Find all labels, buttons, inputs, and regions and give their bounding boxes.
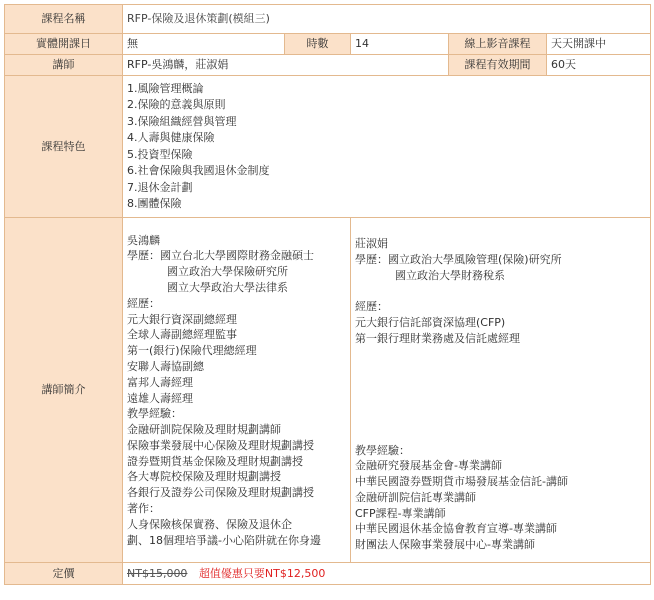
features-list — [123, 76, 651, 218]
row-features — [5, 76, 651, 218]
physical-date-label: 實體開課日 — [5, 34, 123, 55]
bio-teaching-item: 金融研究發展基金會-專業講師 — [355, 459, 502, 473]
feature-item: 7.退休金計劃 — [127, 180, 193, 194]
feature-item: 2.保險的意義與原則 — [127, 98, 226, 111]
features-label: 課程特色 — [5, 76, 123, 218]
course-name-label: 課程名稱 — [5, 5, 123, 34]
original-price: NT$15,000 — [127, 566, 188, 580]
physical-date-value: 無 — [123, 34, 285, 55]
feature-item: 3.保險組織經營與管理 — [127, 114, 237, 128]
bio-experience-item: 安聯人壽協副總 — [127, 359, 204, 373]
bio-teaching-heading: 教學經驗： — [127, 407, 182, 421]
instructor-label: 講師 — [5, 55, 123, 76]
bio-experience-heading: 經歷： — [127, 296, 160, 310]
bio-education: 國立大學政治大學法律系 — [167, 280, 288, 294]
validity-label: 課程有效期間 — [449, 55, 547, 76]
bio-teaching-item: 中華民國證券暨期貨市場發展基金信託-講師 — [355, 475, 568, 489]
bio-teaching-item: 金融研訓院保險及理財規劃講師 — [127, 423, 281, 437]
bio-teaching-item: 保險事業發展中心保險及理財規劃講授 — [127, 438, 314, 452]
row-course-name — [5, 5, 651, 34]
bio-education: 國立政治大學財務稅系 — [395, 268, 505, 282]
row-price — [5, 563, 651, 585]
price-label: 定價 — [5, 563, 123, 585]
bio-left — [123, 218, 351, 563]
instructor-value: RFP-吳鴻麟，莊淑娟 — [123, 55, 449, 76]
bio-experience-heading: 經歷： — [355, 300, 388, 314]
bio-experience-item: 元大銀行資深副總經理 — [127, 312, 237, 326]
bio-teaching-item: 證券暨期貨基金保險及理財規劃講授 — [127, 454, 303, 468]
bio-education: 學歷：國立台北大學國際財務金融碩士 — [127, 249, 314, 263]
hours-value: 14 — [351, 34, 449, 55]
validity-value: 60天 — [547, 55, 651, 76]
bio-works-item: 人身保險核保實務、保險及退休企 — [127, 517, 292, 531]
bio-works-item: 劃、18個理培爭議-小心陷阱就在你身邊 — [127, 533, 321, 547]
online-course-label: 線上影音課程 — [449, 34, 547, 55]
feature-item: 8.團體保險 — [127, 197, 182, 210]
bio-experience-item: 第一(銀行)保險代理總經理 — [127, 344, 257, 358]
bio-right — [351, 218, 651, 563]
feature-item: 5.投資型保險 — [127, 147, 193, 161]
bio-experience-item: 遠雄人壽經理 — [127, 391, 193, 405]
hours-label: 時數 — [285, 34, 351, 55]
bio-experience-item: 元大銀行信託部資深協理(CFP) — [355, 315, 506, 329]
row-instructor-bio — [5, 218, 651, 563]
feature-item: 6.社會保險與我國退休金制度 — [127, 164, 270, 177]
bio-education: 學歷：國立政治大學風險管理(保險)研究所 — [355, 252, 562, 266]
bio-teaching-item: 中華民國退休基金協會教育宣導-專業講師 — [355, 522, 557, 536]
bio-teaching-item: 各銀行及證券公司保險及理財規劃講授 — [127, 486, 314, 500]
bio-experience-item: 富邦人壽經理 — [127, 375, 193, 389]
bio-experience-item: 第一銀行理財業務處及信託處經理 — [355, 331, 520, 345]
row-schedule — [5, 34, 651, 55]
bio-teaching-item: CFP課程-專業講師 — [355, 506, 446, 520]
course-info-table — [4, 4, 651, 585]
price-value — [123, 563, 651, 585]
bio-experience-item: 全球人壽副總經理監事 — [127, 328, 237, 342]
feature-item: 1.風險管理概論 — [127, 81, 204, 95]
bio-teaching-item: 財團法人保險事業發展中心-專業講師 — [355, 538, 535, 552]
online-course-value: 天天開課中 — [547, 34, 651, 55]
bio-name: 莊淑娟 — [355, 236, 388, 250]
bio-teaching-heading: 教學經驗： — [355, 443, 410, 457]
bio-teaching-item: 金融研訓院信託專業講師 — [355, 490, 476, 504]
spacer — [355, 283, 646, 299]
bio-works-heading: 著作： — [127, 502, 160, 516]
bio-label: 講師簡介 — [5, 218, 123, 563]
row-instructor — [5, 55, 651, 76]
course-name-value: RFP-保險及退休策劃(模組三) — [123, 5, 651, 34]
bio-education: 國立政治大學保險研究所 — [167, 265, 288, 279]
feature-item: 4.人壽與健康保險 — [127, 131, 215, 144]
spacer — [355, 395, 646, 443]
sale-price: 超值優惠只要NT$12,500 — [198, 566, 326, 580]
spacer — [355, 347, 646, 395]
bio-name: 吳鴻麟 — [127, 233, 160, 247]
bio-teaching-item: 各大專院校保險及理財規劃講授 — [127, 470, 281, 484]
